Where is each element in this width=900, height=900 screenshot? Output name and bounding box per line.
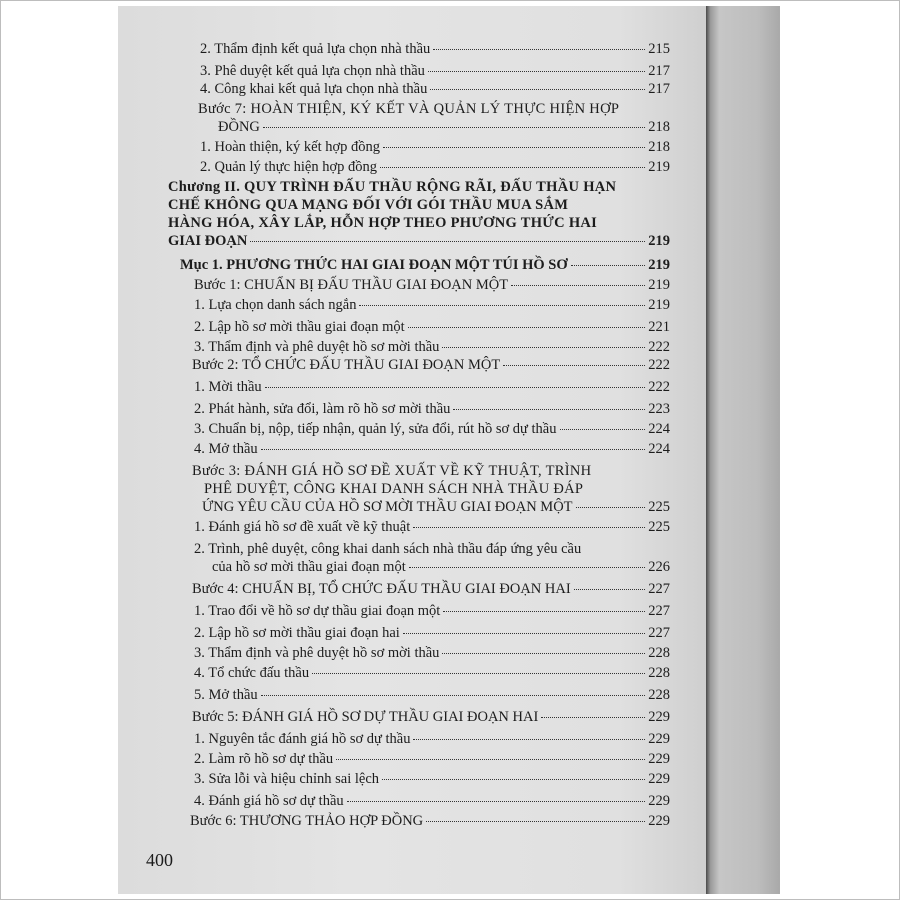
- leader-dots: [571, 264, 646, 266]
- toc-entry-title: 1. Đánh giá hồ sơ đề xuất về kỹ thuật: [194, 519, 411, 535]
- toc-entry: [194, 420, 670, 438]
- toc-entry-title: 4. Đánh giá hồ sơ dự thầu: [194, 793, 344, 809]
- toc-entry-title-line: Chương II. QUY TRÌNH ĐẤU THẦU RỘNG RÃI, ĐẤU THẦU HẠN: [168, 179, 617, 195]
- leader-dots: [347, 800, 646, 802]
- toc-entry-title: ỨNG YÊU CẦU CỦA HỒ SƠ MỜI THẦU GIAI ĐOẠN MỘT: [202, 499, 573, 515]
- toc-entry: [194, 276, 670, 294]
- toc-entry-title: Bước 1: CHUẨN BỊ ĐẤU THẦU GIAI ĐOẠN MỘT: [194, 277, 509, 293]
- toc-entry-title-line: Bước 3: ĐÁNH GIÁ HỒ SƠ ĐỀ XUẤT VỀ KỸ THUẬT, TRÌNH: [192, 463, 592, 479]
- toc-entry-page: 228: [648, 665, 670, 681]
- toc-entry: [192, 462, 670, 516]
- leader-dots: [380, 166, 645, 168]
- leader-dots: [382, 778, 645, 780]
- leader-dots: [261, 694, 646, 696]
- toc-entry-page: 225: [648, 519, 670, 535]
- toc-entry: [194, 644, 670, 662]
- toc-entry: [190, 812, 670, 830]
- toc-entry: [192, 356, 670, 374]
- toc-entry-page: 222: [648, 339, 670, 355]
- toc-entry-title: 2. Lập hồ sơ mời thầu giai đoạn hai: [194, 625, 400, 641]
- toc-entry: [194, 730, 670, 748]
- leader-dots: [359, 304, 645, 306]
- toc-entry-page: 219: [648, 277, 670, 293]
- toc-entry: [198, 100, 670, 136]
- toc-entry: [200, 40, 670, 58]
- toc-entry-page: 221: [648, 319, 670, 335]
- toc-entry-title: Mục 1. PHƯƠNG THỨC HAI GIAI ĐOẠN MỘT TÚI HỒ SƠ: [180, 257, 568, 273]
- leader-dots: [413, 526, 645, 528]
- toc-entry-title: Bước 4: CHUẨN BỊ, TỔ CHỨC ĐẤU THẦU GIAI ĐOẠN HAI: [192, 581, 571, 597]
- toc-entry-page: 223: [648, 401, 670, 417]
- toc-entry: [200, 138, 670, 156]
- toc-entry: [200, 62, 670, 80]
- toc-entry: [194, 318, 670, 336]
- leader-dots: [443, 610, 645, 612]
- toc-entry-page: 227: [648, 625, 670, 641]
- toc-entry-page: 229: [648, 751, 670, 767]
- toc-entry: [194, 686, 670, 704]
- toc-entry-title: 3. Chuẩn bị, nộp, tiếp nhận, quản lý, sửa đổi, rút hồ sơ dự thầu: [194, 421, 557, 437]
- leader-dots: [409, 566, 646, 568]
- toc-entry-title-line: PHÊ DUYỆT, CÔNG KHAI DANH SÁCH NHÀ THẦU ĐÁP: [204, 481, 584, 497]
- toc-entry-page: 226: [648, 559, 670, 575]
- toc-entry-title: 4. Tổ chức đấu thầu: [194, 665, 310, 681]
- toc-entry-page: 219: [648, 257, 670, 273]
- toc-entry-page: 228: [648, 645, 670, 661]
- toc-entry: [194, 518, 670, 536]
- leader-dots: [408, 326, 646, 328]
- toc-entry-title: ĐỒNG: [218, 119, 260, 135]
- toc-chapter-entry: [168, 178, 670, 250]
- toc-entry-title: 1. Hoàn thiện, ký kết hợp đồng: [200, 139, 381, 155]
- toc-entry-page: 229: [648, 709, 670, 725]
- toc-entry-title: Bước 6: THƯƠNG THẢO HỢP ĐỒNG: [190, 813, 424, 829]
- leader-dots: [503, 364, 645, 366]
- leader-dots: [263, 126, 645, 128]
- toc-entry-page: 224: [648, 421, 670, 437]
- toc-entry: [194, 750, 670, 768]
- toc-entry-title: 2. Lập hồ sơ mời thầu giai đoạn một: [194, 319, 405, 335]
- leader-dots: [250, 240, 645, 242]
- toc-entry-page: 224: [648, 441, 670, 457]
- toc-entry-title: 2. Phát hành, sửa đổi, làm rõ hồ sơ mời thầu: [194, 401, 451, 417]
- toc-entry-title: Bước 5: ĐÁNH GIÁ HỒ SƠ DỰ THẦU GIAI ĐOẠN HAI: [192, 709, 539, 725]
- page-number: 400: [146, 850, 173, 870]
- toc-entry-title: 2. Quản lý thực hiện hợp đồng: [200, 159, 378, 175]
- toc-entry-title-line: 2. Trình, phê duyệt, công khai danh sách nhà thầu đáp ứng yêu cầu: [194, 541, 582, 557]
- toc-entry-title: 3. Phê duyệt kết quả lựa chọn nhà thầu: [200, 63, 425, 79]
- leader-dots: [261, 448, 646, 450]
- toc-entry-page: 229: [648, 731, 670, 747]
- toc-entry: [194, 664, 670, 682]
- leader-dots: [383, 146, 645, 148]
- toc-entry-page: 227: [648, 603, 670, 619]
- toc-entry-page: 217: [648, 63, 670, 79]
- leader-dots: [336, 758, 645, 760]
- toc-entry-page: 222: [648, 357, 670, 373]
- toc-entry-page: 222: [648, 379, 670, 395]
- toc-entry-title: 4. Mở thầu: [194, 441, 258, 457]
- leader-dots: [426, 820, 645, 822]
- toc-entry-title: 1. Nguyên tắc đánh giá hồ sơ dự thầu: [194, 731, 411, 747]
- toc-entry-title: 3. Thẩm định và phê duyệt hồ sơ mời thầu: [194, 339, 440, 355]
- leader-dots: [413, 738, 645, 740]
- toc-entry-page: 228: [648, 687, 670, 703]
- toc-entry: [192, 708, 670, 726]
- toc-entry-title: 2. Làm rõ hồ sơ dự thầu: [194, 751, 334, 767]
- toc-entry: [194, 792, 670, 810]
- toc-entry-title: 1. Mời thầu: [194, 379, 262, 395]
- toc-entry-page: 218: [648, 139, 670, 155]
- toc-entry-title: 3. Thẩm định và phê duyệt hồ sơ mời thầu: [194, 645, 440, 661]
- toc-entry-page: 229: [648, 793, 670, 809]
- toc-entry-title-line: Bước 7: HOÀN THIỆN, KÝ KẾT VÀ QUẢN LÝ THỰC HIỆN HỢP: [198, 101, 620, 117]
- leader-dots: [574, 588, 646, 590]
- toc-entry-title: 1. Trao đổi về hồ sơ dự thầu giai đoạn một: [194, 603, 441, 619]
- toc-entry: [194, 602, 670, 620]
- toc-entry-page: 229: [648, 813, 670, 829]
- toc-entry: [194, 770, 670, 788]
- leader-dots: [511, 284, 645, 286]
- leader-dots: [403, 632, 645, 634]
- toc-entry-page: 217: [648, 81, 670, 97]
- toc-entry-page: 218: [648, 119, 670, 135]
- toc-entry: [200, 80, 670, 98]
- toc-entry: [194, 296, 670, 314]
- toc-section-entry: [180, 256, 670, 274]
- leader-dots: [428, 70, 645, 72]
- toc-entry-page: 219: [648, 233, 670, 249]
- toc-entry-title-line: HÀNG HÓA, XÂY LẮP, HỖN HỢP THEO PHƯƠNG THỨC HAI: [168, 215, 598, 231]
- toc-entry-title: 4. Công khai kết quả lựa chọn nhà thầu: [200, 81, 428, 97]
- leader-dots: [560, 428, 646, 430]
- leader-dots: [442, 652, 645, 654]
- toc-entry-page: 219: [648, 297, 670, 313]
- toc-entry-title-line: CHẾ KHÔNG QUA MẠNG ĐỐI VỚI GÓI THẦU MUA SẮM: [168, 197, 569, 213]
- toc-entry-title: 1. Lựa chọn danh sách ngắn: [194, 297, 357, 313]
- toc-entry-title: GIAI ĐOẠN: [168, 233, 248, 249]
- leader-dots: [265, 386, 646, 388]
- toc-entry-page: 225: [648, 499, 670, 515]
- toc-entry-title: Bước 2: TỔ CHỨC ĐẤU THẦU GIAI ĐOẠN MỘT: [192, 357, 501, 373]
- toc-entry-page: 219: [648, 159, 670, 175]
- toc-entry-title: 3. Sửa lỗi và hiệu chỉnh sai lệch: [194, 771, 380, 787]
- toc-entry: [194, 338, 670, 356]
- toc-entry-page: 229: [648, 771, 670, 787]
- toc-entry: [194, 624, 670, 642]
- adjacent-page-edge: [706, 6, 780, 894]
- leader-dots: [576, 506, 646, 508]
- leader-dots: [453, 408, 645, 410]
- leader-dots: [430, 88, 645, 90]
- leader-dots: [442, 346, 645, 348]
- leader-dots: [541, 716, 645, 718]
- toc-entry: [194, 440, 670, 458]
- toc-entry-page: 215: [648, 41, 670, 57]
- toc-entry-title: của hồ sơ mời thầu giai đoạn một: [212, 559, 406, 575]
- leader-dots: [312, 672, 645, 674]
- toc-entry: [194, 400, 670, 418]
- toc-entry: [194, 540, 670, 576]
- toc-entry-title: 2. Thẩm định kết quả lựa chọn nhà thầu: [200, 41, 431, 57]
- toc-entry-title: 5. Mở thầu: [194, 687, 258, 703]
- toc-entry: [200, 158, 670, 176]
- toc-entry: [192, 580, 670, 598]
- toc-entry-page: 227: [648, 581, 670, 597]
- leader-dots: [433, 48, 645, 50]
- toc-entry: [194, 378, 670, 396]
